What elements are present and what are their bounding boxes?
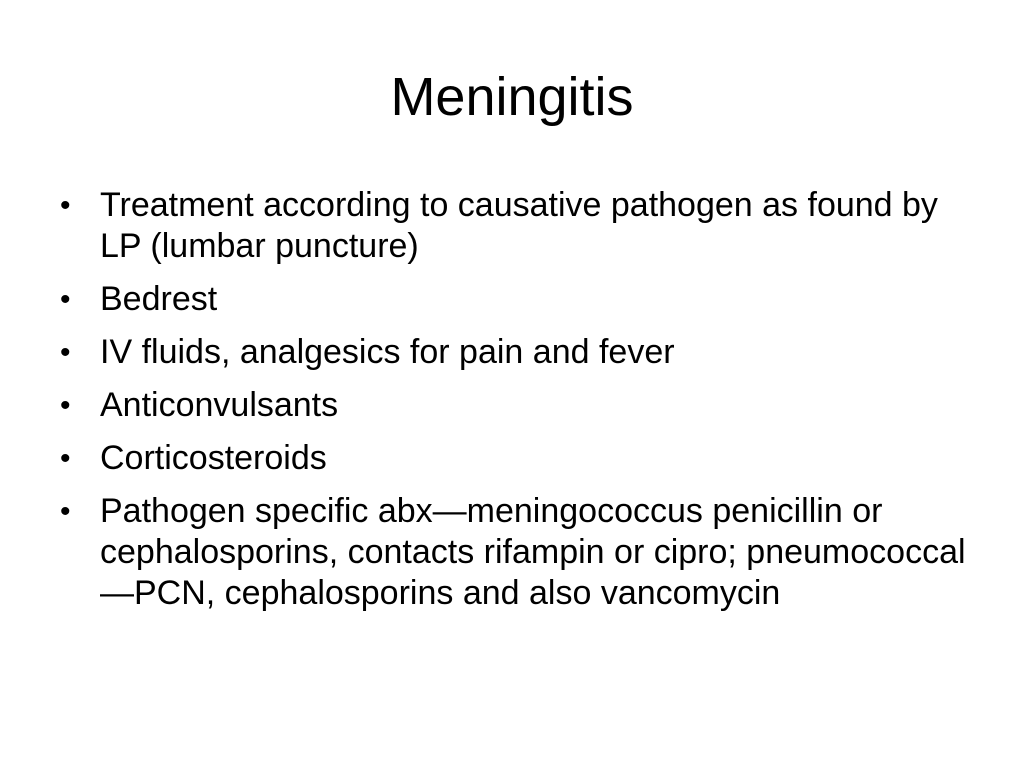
slide-title: Meningitis (390, 67, 634, 127)
bullet-list (56, 185, 976, 626)
bullet-item-treatment (56, 185, 976, 267)
bullet-item-corticosteroids (56, 438, 976, 479)
bullet-text: Corticosteroids (100, 439, 327, 477)
bullet-item-pathogen-specific-abx (56, 491, 976, 614)
bullet-marker: • (60, 389, 71, 422)
bullet-item-iv-fluids (56, 332, 976, 373)
bullet-text: Treatment according to causative pathogen as found by LP (lumbar puncture) (100, 186, 938, 265)
bullet-text: Pathogen specific abx—meningococcus penicillin or cephalosporins, contacts rifampin or cipro; pneumococcal—PCN, cephalosporins and also vancomycin (100, 492, 966, 612)
bullet-text: IV fluids, analgesics for pain and fever (100, 333, 675, 371)
bullet-text: Anticonvulsants (100, 386, 339, 424)
bullet-marker: • (60, 283, 71, 316)
bullet-text: Bedrest (100, 280, 218, 318)
bullet-marker: • (60, 189, 71, 222)
bullet-item-bedrest (56, 279, 976, 320)
bullet-marker: • (60, 336, 71, 369)
bullet-marker: • (60, 442, 71, 475)
bullet-item-anticonvulsants (56, 385, 976, 426)
bullet-marker: • (60, 495, 71, 528)
